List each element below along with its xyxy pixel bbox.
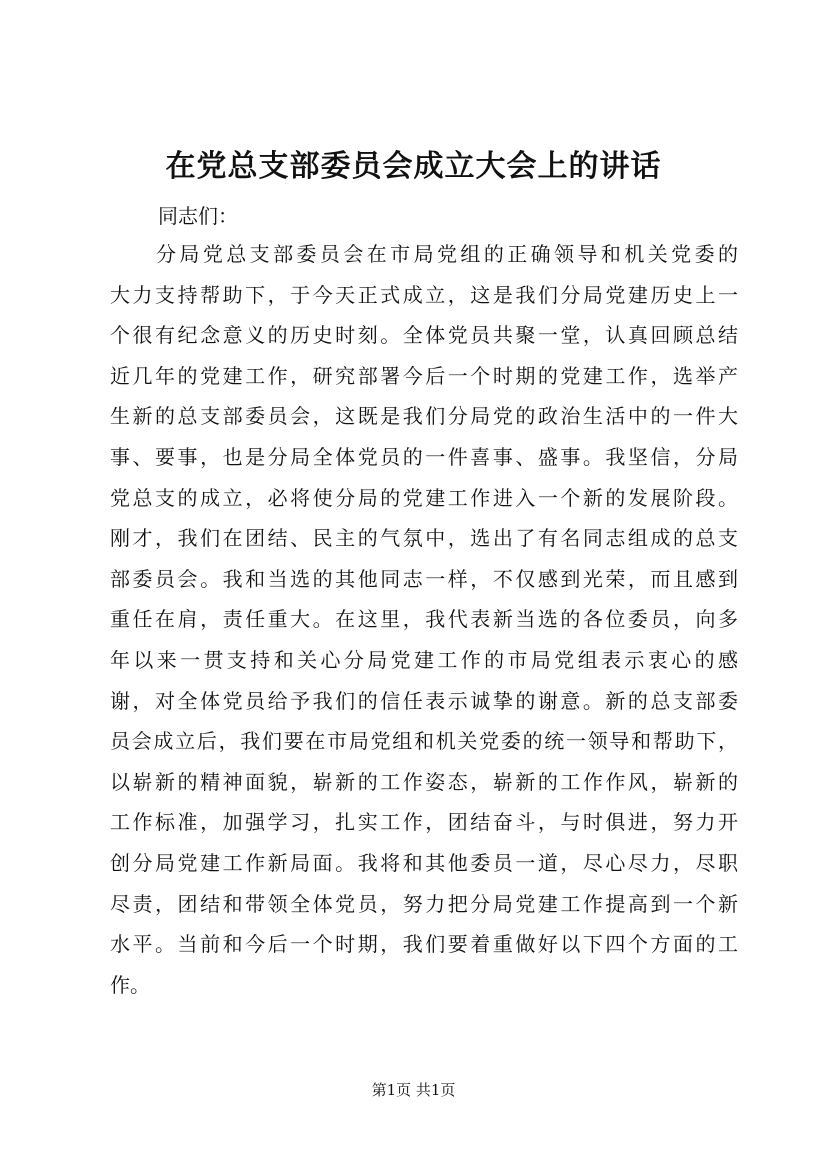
paragraph-line: 刚才，我们在团结、民主的气氛中，选出了有名同志组成的总支 [110, 526, 738, 551]
paragraph-line: 尽责，团结和带领全体党员，努力把分局党建工作提高到一个新 [110, 891, 738, 916]
paragraph-line: 水平。当前和今后一个时期，我们要着重做好以下四个方面的工 [110, 932, 738, 957]
document-title: 在党总支部委员会成立大会上的讲话 [165, 149, 662, 184]
paragraph-line: 以崭新的精神面貌，崭新的工作姿态，崭新的工作作风，崭新的 [110, 769, 738, 794]
paragraph-line: 大力支持帮助下，于今天正式成立，这是我们分局党建历史上一 [110, 282, 738, 307]
paragraph-line: 员会成立后，我们要在市局党组和机关党委的统一领导和帮助下， [110, 729, 738, 754]
paragraph-line: 工作标准，加强学习，扎实工作，团结奋斗，与时俱进，努力开 [110, 810, 738, 835]
paragraph-line: 创分局党建工作新局面。我将和其他委员一道，尽心尽力，尽职 [110, 850, 738, 875]
paragraph-line: 部委员会。我和当选的其他同志一样，不仅感到光荣，而且感到 [110, 566, 738, 591]
paragraph-line: 分局党总支部委员会在市局党组的正确领导和机关党委的 [156, 242, 738, 266]
paragraph-line: 生新的总支部委员会，这既是我们分局党的政治生活中的一件大 [110, 404, 738, 429]
paragraph-line: 作。 [110, 972, 150, 997]
paragraph-line: 个很有纪念意义的历史时刻。全体党员共聚一堂，认真回顾总结 [110, 323, 738, 348]
paragraph-line: 年以来一贯支持和关心分局党建工作的市局党组表示衷心的感 [110, 647, 738, 672]
body-paragraph [110, 234, 738, 1005]
paragraph-line: 党总支的成立，必将使分局的党建工作进入一个新的发展阶段。 [110, 485, 738, 510]
paragraph-line: 谢，对全体党员给予我们的信任表示诚挚的谢意。新的总支部委 [110, 688, 738, 713]
salutation: 同志们： [158, 204, 238, 228]
paragraph-line: 重任在肩，责任重大。在这里，我代表新当选的各位委员，向多 [110, 607, 738, 632]
paragraph-line: 事、要事，也是分局全体党员的一件喜事、盛事。我坚信，分局 [110, 444, 738, 469]
page-footer: 第1页 共1页 [371, 1081, 456, 1099]
paragraph-line: 近几年的党建工作，研究部署今后一个时期的党建工作，选举产 [110, 363, 738, 388]
